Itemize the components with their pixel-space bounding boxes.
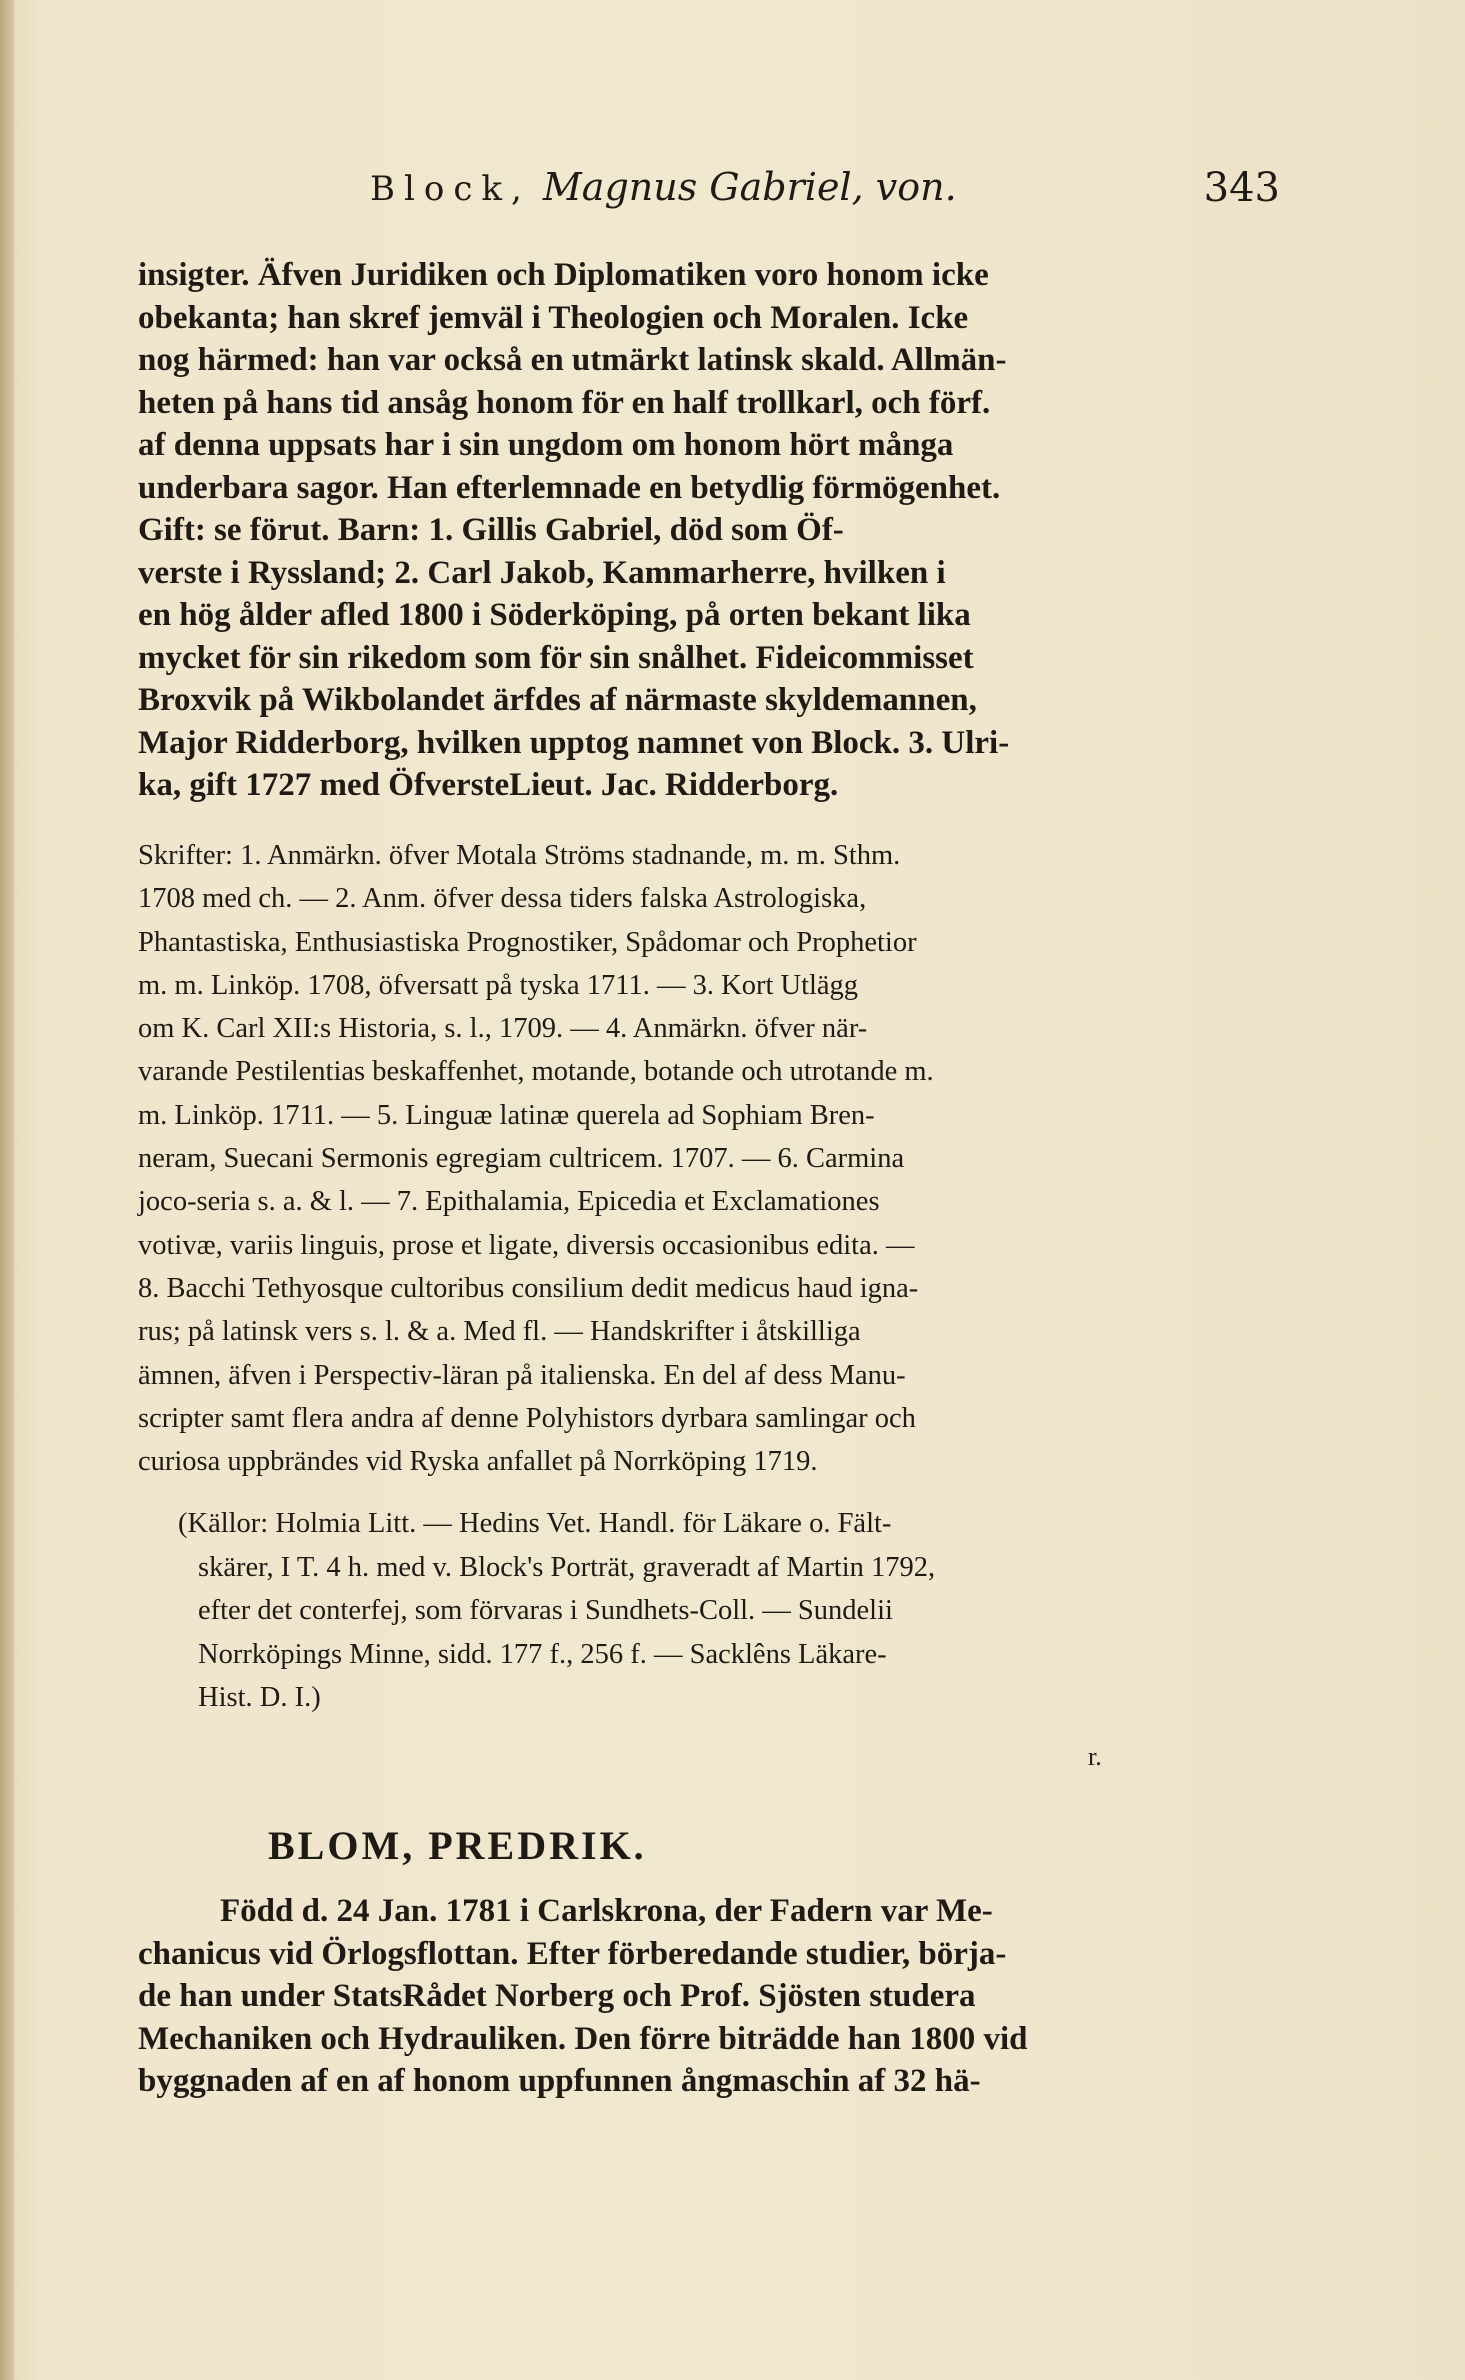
- page-edge-shadow: [0, 0, 14, 2380]
- text-line: Skrifter: 1. Anmärkn. öfver Motala Ströms stadnande, m. m. Sthm.: [138, 840, 901, 871]
- text-line: de han under StatsRådet Norberg och Prof. Sjösten studera: [138, 1978, 976, 2014]
- text-line: Mechaniken och Hydrauliken. Den förre biträdde han 1800 vid: [138, 2020, 1028, 2057]
- text-line: underbara sagor. Han efterlemnade en betydlig förmögenhet.: [138, 469, 1001, 506]
- text-line: Norrköpings Minne, sidd. 177 f., 256 f. — Sacklêns Läkare-: [198, 1638, 887, 1670]
- text-line: Hist. D. I.): [198, 1682, 321, 1713]
- text-line: om K. Carl XII:s Historia, s. l., 1709. — 4. Anmärkn. öfver när-: [138, 1013, 868, 1045]
- running-head: [370, 165, 1280, 215]
- text-line: Phantastiska, Enthusiastiska Prognostiker, Spådomar och Prophetior: [138, 926, 917, 958]
- author-signature: r.: [1088, 1742, 1102, 1771]
- kallor-section: [178, 1502, 1268, 1720]
- text-line: skärer, I T. 4 h. med v. Block's Porträt, graveradt af Martin 1792,: [198, 1551, 936, 1583]
- text-line: mycket för sin rikedom som för sin snålhet. Fideicommisset: [138, 639, 974, 676]
- text-line: joco-seria s. a. & l. — 7. Epithalamia, Epicedia et Exclamationes: [138, 1186, 880, 1218]
- text-line: varande Pestilentias beskaffenhet, motande, botande och utrotande m.: [138, 1056, 934, 1088]
- running-head-italic: Magnus Gabriel, von.: [542, 165, 957, 209]
- text-line: af denna uppsats har i sin ungdom om honom hört många: [138, 427, 954, 463]
- entry-blom-paragraph: [138, 1890, 1268, 2103]
- text-line: chanicus vid Örlogsflottan. Efter förberedande studier, börja-: [138, 1935, 1007, 1972]
- text-line: Major Ridderborg, hvilken upptog namnet von Block. 3. Ulri-: [138, 724, 1010, 761]
- text-line: (Källor: Holmia Litt. — Hedins Vet. Handl. för Läkare o. Fält-: [178, 1508, 892, 1539]
- text-line: obekanta; han skref jemväl i Theologien och Moralen. Icke: [138, 299, 969, 336]
- text-line: insigter. Äfven Juridiken och Diplomatiken voro honom icke: [138, 257, 989, 293]
- text-line: rus; på latinsk vers s. l. & a. Med fl. — Handskrifter i åtskilliga: [138, 1316, 861, 1348]
- text-line: en hög ålder afled 1800 i Söderköping, på orten bekant lika: [138, 597, 971, 633]
- text-line: votivæ, variis linguis, prose et ligate, diversis occasionibus edita. —: [138, 1229, 915, 1261]
- text-line: Broxvik på Wikbolandet ärfdes af närmaste skyldemannen,: [138, 682, 977, 718]
- text-line: scripter samt flera andra af denne Polyhistors dyrbara samlingar och: [138, 1402, 916, 1434]
- text-line: nog härmed: han var också en utmärkt latinsk skald. Allmän-: [138, 342, 1007, 378]
- page-number: 343: [1203, 165, 1280, 211]
- running-head-name: Block,: [370, 169, 531, 209]
- text-line: Född d. 24 Jan. 1781 i Carlskrona, der Fadern var Me-: [220, 1893, 993, 1929]
- text-line: Gift: se förut. Barn: 1. Gillis Gabriel, död som Öf-: [138, 512, 844, 548]
- text-line: ka, gift 1727 med ÖfversteLieut. Jac. Ridderborg.: [138, 767, 839, 803]
- text-line: 8. Bacchi Tethyosque cultoribus consilium dedit medicus haud igna-: [138, 1272, 919, 1304]
- skrifter-section: [138, 834, 1268, 1483]
- entry-heading: BLOM, PREDRIK.: [268, 1823, 647, 1868]
- entry-block-paragraph: [138, 254, 1268, 807]
- text-line: m. m. Linköp. 1708, öfversatt på tyska 1711. — 3. Kort Utlägg: [138, 969, 859, 1001]
- text-line: heten på hans tid ansåg honom för en half trollkarl, och förf.: [138, 384, 991, 421]
- text-line: verste i Ryssland; 2. Carl Jakob, Kammarherre, hvilken i: [138, 554, 946, 591]
- text-line: neram, Suecani Sermonis egregiam cultricem. 1707. — 6. Carmina: [138, 1143, 905, 1175]
- text-line: byggnaden af en af honom uppfunnen ångmaschin af 32 hä-: [138, 2063, 981, 2099]
- text-line: curiosa uppbrändes vid Ryska anfallet på Norrköping 1719.: [138, 1446, 818, 1478]
- text-line: m. Linköp. 1711. — 5. Linguæ latinæ querela ad Sophiam Bren-: [138, 1099, 875, 1131]
- text-line: 1708 med ch. — 2. Anm. öfver dessa tiders falska Astrologiska,: [138, 883, 867, 915]
- text-line: efter det conterfej, som förvaras i Sundhets-Coll. — Sundelii: [198, 1595, 893, 1626]
- text-line: ämnen, äfven i Perspectiv-läran på italienska. En del af dess Manu-: [138, 1359, 906, 1391]
